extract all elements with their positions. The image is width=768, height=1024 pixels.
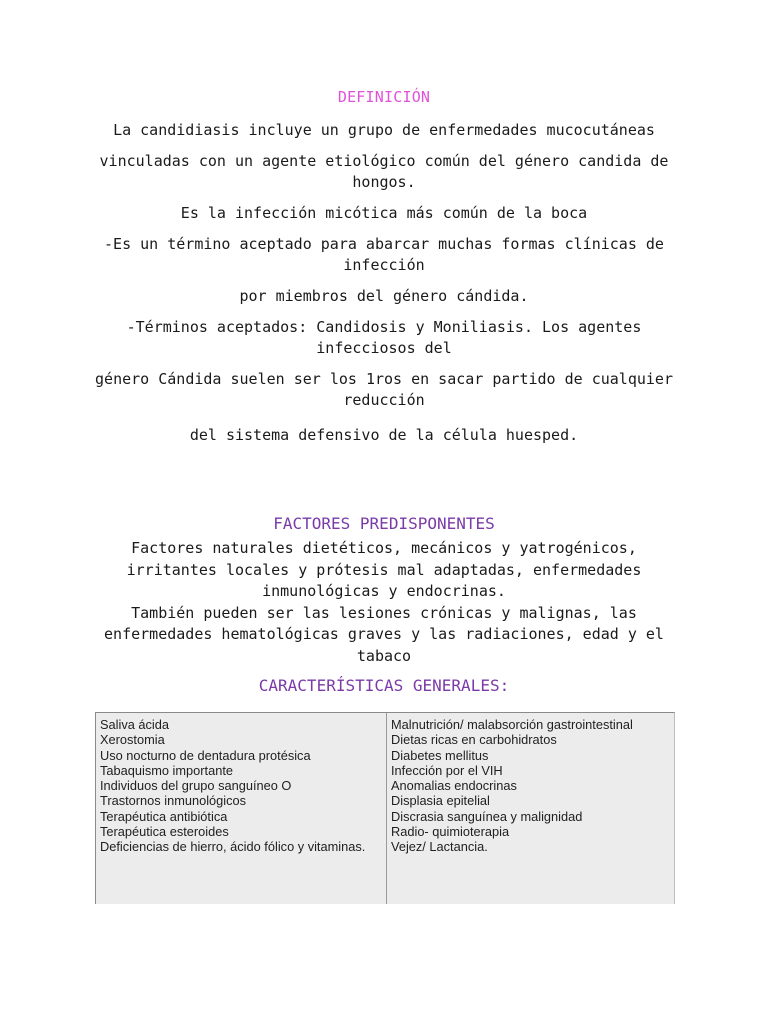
- caracteristicas-heading: CARACTERÍSTICAS GENERALES:: [258, 676, 510, 695]
- table-item: Malnutrición/ malabsorción gastrointestinal: [391, 717, 633, 732]
- table-item: Infección por el VIH: [391, 762, 503, 778]
- table-item: Terapéutica esteroides: [100, 824, 229, 840]
- definicion-paragraph: género Cándida suelen ser los 1ros en sacar partido de cualquier reducción: [95, 370, 673, 409]
- table-item: Individuos del grupo sanguíneo O: [100, 778, 292, 794]
- definicion-paragraph: -Términos aceptados: Candidosis y Moniliasis. Los agentes infecciosos del: [126, 318, 642, 357]
- table-item: Radio- quimioterapia: [391, 824, 510, 840]
- table-item: Discrasia sanguínea y malignidad: [391, 808, 583, 824]
- definicion-paragraph: vinculadas con un agente etiológico común del género candida de hongos.: [99, 152, 669, 191]
- table-item: Saliva ácida: [100, 717, 170, 732]
- table-right-column: [387, 713, 674, 904]
- definicion-paragraph: del sistema defensivo de la célula huesped.: [189, 426, 579, 444]
- table-item: Uso nocturno de dentadura protésica: [100, 747, 311, 763]
- table-item: Vejez/ Lactancia.: [391, 839, 488, 855]
- factores-body: [88, 538, 680, 667]
- definicion-paragraph: Es la infección micótica más común de la boca: [180, 204, 588, 222]
- table-item: Deficiencias de hierro, ácido fólico y vitaminas.: [100, 839, 366, 855]
- table-item: Anomalias endocrinas: [391, 778, 517, 794]
- table-item: Trastornos inmunológicos: [100, 793, 247, 809]
- table-item: Diabetes mellitus: [391, 747, 489, 763]
- caracteristicas-table: [95, 712, 675, 904]
- definicion-heading: DEFINICIÓN: [337, 88, 431, 106]
- definicion-paragraph: La candidiasis incluye un grupo de enfermedades mucocutáneas: [113, 121, 655, 139]
- definicion-paragraph: por miembros del género cándida.: [239, 287, 529, 305]
- factores-paragraph: También pueden ser las lesiones crónicas y malignas, las enfermedades hematológicas graves y las radiaciones, edad y el tabaco: [104, 603, 664, 665]
- table-item: Terapéutica antibiótica: [100, 808, 228, 824]
- table-item: Dietas ricas en carbohidratos: [391, 732, 557, 748]
- definicion-body: [92, 120, 676, 456]
- table-left-column: [96, 713, 386, 904]
- factores-heading: FACTORES PREDISPONENTES: [273, 514, 495, 533]
- table-item: Displasia epitelial: [391, 793, 490, 809]
- definicion-paragraph: -Es un término aceptado para abarcar muchas formas clínicas de infección: [104, 235, 664, 274]
- table-item: Xerostomia: [100, 732, 165, 748]
- factores-paragraph: Factores naturales dietéticos, mecánicos y yatrogénicos, irritantes locales y prótesis mal adaptadas, enfermedades inmunológicas y endocrinas.: [126, 539, 642, 600]
- table-item: Tabaquismo importante: [100, 762, 234, 778]
